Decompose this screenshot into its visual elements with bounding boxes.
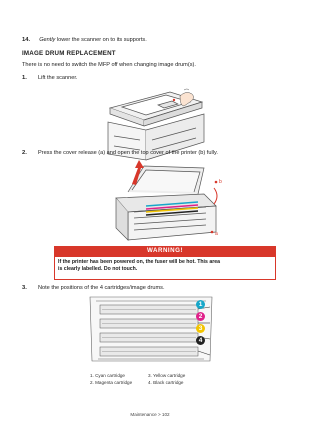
warning-title: WARNING! xyxy=(54,246,276,256)
step-14-text: lower the scanner on to its supports. xyxy=(55,37,147,43)
marker-magenta: 2 xyxy=(196,312,205,321)
step-3-text: Note the positions of the 4 cartridges/image drums. xyxy=(37,285,165,291)
legend-cyan: 1. Cyan cartridge xyxy=(90,373,125,378)
label-a: a xyxy=(215,231,218,237)
warning-text xyxy=(58,259,272,272)
step-3-number: 3. xyxy=(22,285,27,291)
step-1-text: Lift the scanner. xyxy=(37,75,78,81)
intro-text: There is no need to switch the MFP off when changing image drum(s). xyxy=(22,62,196,68)
step-2 xyxy=(22,150,218,157)
step-14-emphasis: Gently xyxy=(39,37,56,43)
marker-yellow: 3 xyxy=(196,324,205,333)
step-14 xyxy=(22,37,147,44)
step-2-number: 2. xyxy=(22,150,27,156)
page-footer: Maintenance > 102 xyxy=(130,412,170,417)
step-1 xyxy=(22,75,77,82)
open-cover-illustration xyxy=(94,158,234,246)
warning-line-1: If the printer has been powered on, the fuser will be hot. This area xyxy=(58,259,220,265)
label-b: b xyxy=(219,179,222,185)
step-14-number: 14. xyxy=(22,37,31,43)
step-1-number: 1. xyxy=(22,75,27,81)
marker-cyan: 1 xyxy=(196,300,205,309)
legend-yellow: 3. Yellow cartridge xyxy=(148,373,186,378)
legend-magenta: 2. Magenta cartridge xyxy=(90,380,133,385)
marker-black: 4 xyxy=(196,336,205,345)
step-2-text: Press the cover release (a) and open the top cover of the printer (b) fully. xyxy=(37,150,218,156)
step-3 xyxy=(22,285,165,292)
legend-black: 4. Black cartridge xyxy=(148,380,184,385)
section-heading: IMAGE DRUM REPLACEMENT xyxy=(22,50,116,57)
warning-line-2: is clearly labelled. Do not touch. xyxy=(58,265,138,272)
